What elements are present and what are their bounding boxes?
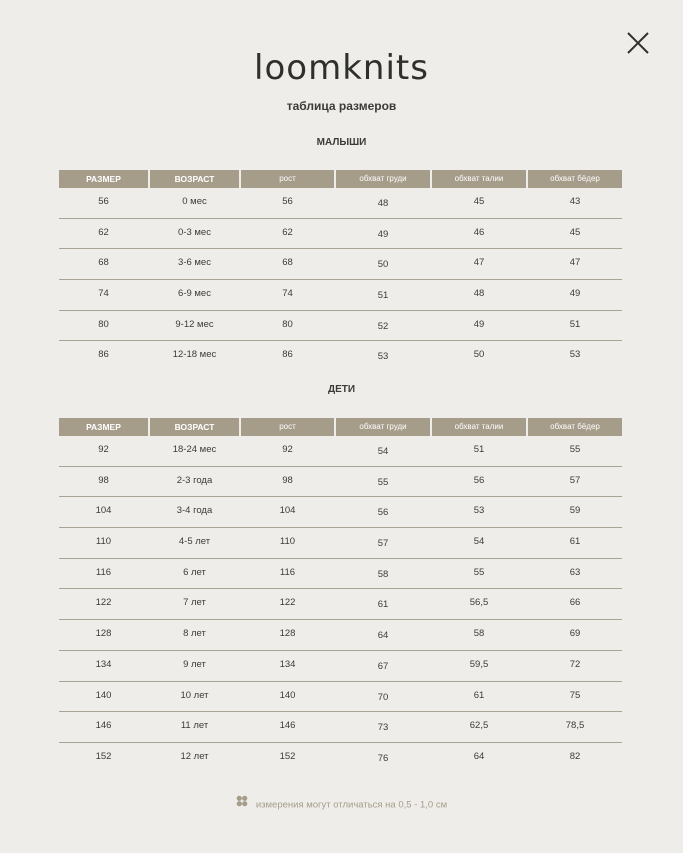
header-waist: обхват талии (432, 418, 526, 436)
table-row (59, 682, 622, 713)
header-age: ВОЗРАСТ (150, 418, 239, 436)
cell-hips: 66 (569, 597, 581, 609)
table-row (59, 280, 622, 311)
table-row (59, 249, 622, 280)
cell-age: 6-9 мес (178, 288, 211, 300)
cell-size: 110 (95, 536, 112, 548)
header-hips: обхват бёдер (528, 418, 622, 436)
cell-chest: 54 (377, 446, 389, 457)
cell-hips: 57 (569, 474, 581, 486)
cell-waist: 58 (473, 628, 485, 640)
table-body (59, 188, 622, 372)
cell-age: 4-5 лет (178, 536, 211, 548)
cell-age: 12-18 мес (172, 349, 217, 361)
cell-age: 7 лет (183, 597, 206, 609)
cell-age: 10 лет (180, 689, 209, 701)
cell-size: 56 (98, 196, 109, 207)
cell-age: 12 лет (180, 750, 209, 762)
cell-waist: 49 (473, 318, 485, 330)
cell-waist: 56 (473, 474, 485, 486)
section-title-kids: ДЕТИ (327, 384, 356, 395)
header-size: РАЗМЕР (59, 170, 148, 188)
cell-height: 146 (279, 720, 296, 732)
table-row (59, 743, 622, 774)
header-height: рост (241, 418, 334, 436)
cell-age: 6 лет (183, 566, 206, 578)
cell-size: 74 (98, 288, 109, 300)
table-row (59, 436, 622, 467)
header-chest: обхват груди (336, 418, 430, 436)
table-row (59, 188, 622, 219)
cell-size: 104 (95, 505, 112, 517)
cell-size: 134 (95, 658, 112, 670)
cell-waist: 53 (473, 505, 485, 517)
cell-chest: 55 (377, 476, 389, 488)
cell-waist: 48 (473, 288, 485, 300)
cell-height: 134 (279, 658, 296, 670)
cell-chest: 53 (377, 351, 389, 363)
cell-hips: 55 (569, 444, 581, 455)
cell-chest: 48 (377, 198, 389, 209)
cell-height: 140 (279, 689, 296, 701)
cell-hips: 51 (569, 318, 581, 330)
cell-chest: 64 (377, 630, 389, 642)
cell-height: 110 (279, 536, 296, 548)
cell-height: 104 (279, 505, 296, 517)
cell-hips: 45 (569, 226, 581, 238)
header-waist: обхват талии (432, 170, 526, 188)
cell-size: 92 (98, 444, 109, 455)
cell-age: 0 мес (182, 196, 207, 207)
cell-chest: 58 (377, 568, 389, 580)
cell-height: 98 (282, 474, 293, 486)
cell-chest: 52 (377, 320, 389, 332)
cell-chest: 73 (377, 722, 389, 734)
cell-size: 68 (98, 257, 109, 269)
cell-size: 62 (98, 226, 109, 238)
cell-waist: 45 (473, 196, 485, 207)
cell-waist: 59,5 (469, 658, 489, 670)
table-row (59, 219, 622, 250)
cell-waist: 50 (473, 349, 485, 361)
cell-height: 56 (282, 196, 293, 207)
table-row (59, 341, 622, 372)
cell-height: 68 (282, 257, 293, 269)
table-row (59, 712, 622, 743)
cell-size: 80 (98, 318, 109, 330)
cell-waist: 54 (473, 536, 485, 548)
cell-chest: 56 (377, 507, 389, 519)
cell-height: 62 (282, 226, 293, 238)
cell-waist: 64 (473, 750, 485, 762)
cell-hips: 75 (569, 689, 581, 701)
cell-waist: 56,5 (469, 597, 489, 609)
cell-chest: 49 (377, 228, 389, 240)
table-row (59, 497, 622, 528)
table-header (59, 418, 622, 436)
cell-chest: 76 (377, 752, 389, 764)
cell-height: 74 (282, 288, 293, 300)
table-row (59, 620, 622, 651)
cell-size: 122 (95, 597, 112, 609)
cell-chest: 70 (377, 691, 389, 703)
cell-chest: 61 (377, 599, 389, 611)
table-header (59, 170, 622, 188)
cell-hips: 61 (569, 536, 581, 548)
table-body (59, 436, 622, 774)
cell-age: 8 лет (183, 628, 206, 640)
cell-age: 3-4 года (176, 505, 213, 517)
cell-size: 146 (95, 720, 112, 732)
cell-height: 152 (279, 750, 296, 762)
table-row (59, 528, 622, 559)
cell-hips: 63 (569, 566, 581, 578)
cell-age: 11 лет (180, 720, 209, 732)
header-hips: обхват бёдер (528, 170, 622, 188)
cell-waist: 62,5 (469, 720, 489, 732)
cell-height: 92 (282, 444, 293, 455)
header-age: ВОЗРАСТ (150, 170, 239, 188)
cell-size: 128 (95, 628, 112, 640)
cell-height: 128 (279, 628, 296, 640)
header-height: рост (241, 170, 334, 188)
header-chest: обхват груди (336, 170, 430, 188)
size-table-kids (59, 418, 622, 774)
cell-waist: 61 (473, 689, 485, 701)
cell-waist: 51 (473, 444, 485, 455)
cell-size: 116 (95, 566, 112, 578)
table-row (59, 559, 622, 590)
cell-hips: 78,5 (565, 720, 585, 732)
cell-chest: 67 (377, 660, 389, 672)
measurement-footnote (0, 797, 683, 814)
cell-size: 140 (95, 689, 112, 701)
cell-age: 9-12 мес (175, 318, 214, 330)
cell-hips: 72 (569, 658, 581, 670)
size-table-babies (59, 170, 622, 372)
cell-hips: 82 (569, 750, 581, 762)
table-row (59, 589, 622, 620)
cell-height: 80 (282, 318, 293, 330)
table-row (59, 311, 622, 342)
section-title-babies: МАЛЫШИ (316, 137, 367, 148)
cell-waist: 46 (473, 226, 485, 238)
cell-hips: 59 (569, 505, 581, 517)
page-subtitle: таблица размеров (286, 99, 397, 113)
cell-age: 2-3 года (176, 474, 213, 486)
cell-age: 18-24 мес (172, 444, 217, 455)
cell-height: 116 (279, 566, 296, 578)
cell-hips: 53 (569, 349, 581, 361)
cell-chest: 50 (377, 259, 389, 271)
brand-logo: loomknits (254, 48, 429, 88)
cell-hips: 43 (569, 196, 581, 207)
cell-height: 86 (282, 349, 293, 361)
cell-age: 3-6 мес (178, 257, 211, 269)
cell-size: 98 (98, 474, 109, 486)
table-row (59, 651, 622, 682)
cell-age: 0-3 мес (178, 226, 211, 238)
cell-size: 152 (95, 750, 112, 762)
cell-hips: 47 (569, 257, 581, 269)
header-size: РАЗМЕР (59, 418, 148, 436)
cell-hips: 49 (569, 288, 581, 300)
table-row (59, 467, 622, 498)
cell-size: 86 (98, 349, 109, 361)
cell-hips: 69 (569, 628, 581, 640)
cell-age: 9 лет (183, 658, 206, 670)
cell-waist: 55 (473, 566, 485, 578)
cell-height: 122 (279, 597, 296, 609)
cell-waist: 47 (473, 257, 485, 269)
cell-chest: 57 (377, 538, 389, 550)
cell-chest: 51 (377, 290, 389, 302)
flower-icon (236, 795, 248, 813)
footnote-text: измерения могут отличаться на 0,5 - 1,0 см (255, 799, 448, 811)
